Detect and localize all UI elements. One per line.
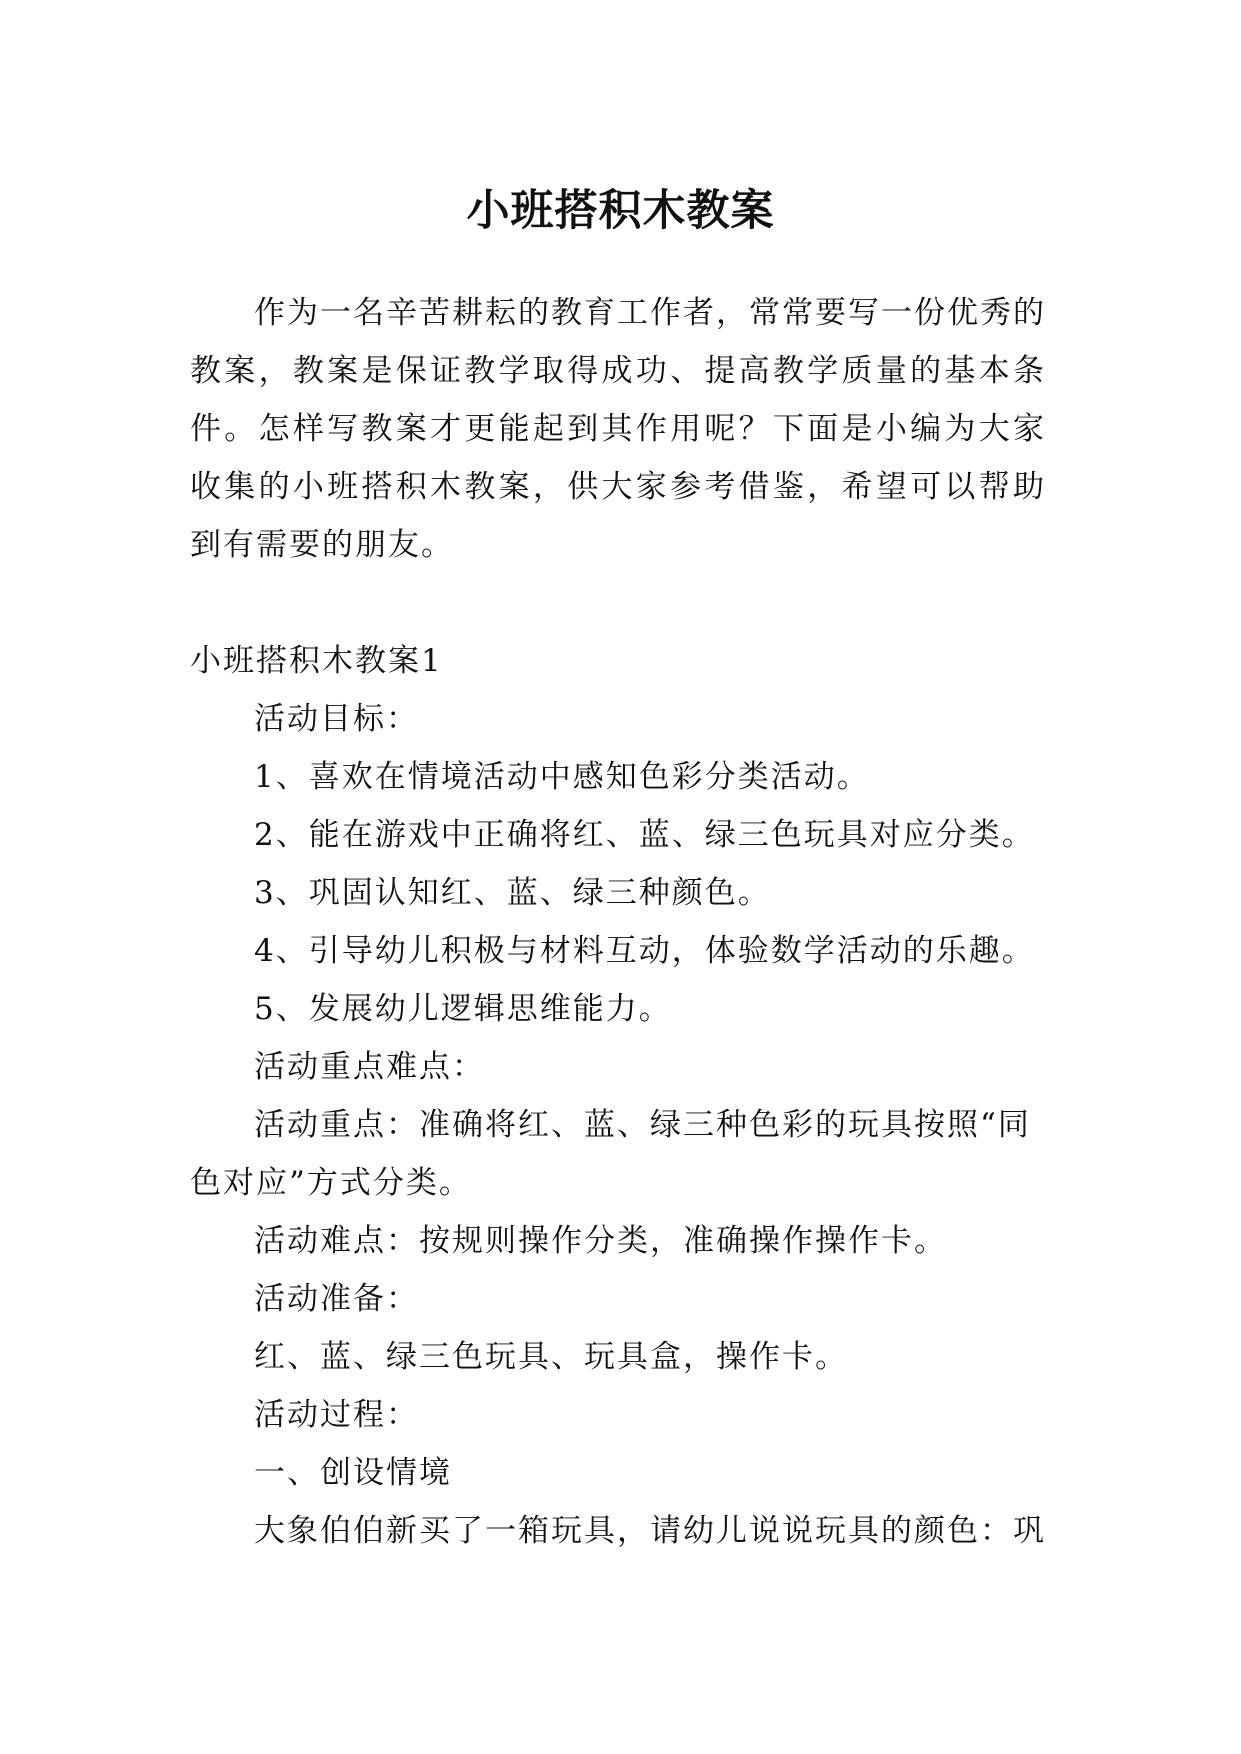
document-body <box>190 284 1046 1560</box>
body-line: 5、发展幼儿逻辑思维能力。 <box>254 991 672 1027</box>
body-line: 一、创设情境 <box>254 1455 452 1491</box>
document-title: 小班搭积木教案 <box>466 185 775 236</box>
body-line: 红、蓝、绿三色玩具、玩具盒，操作卡。 <box>254 1339 848 1375</box>
body-line: 2、能在游戏中正确将红、蓝、绿三色玩具对应分类。 <box>254 817 1035 853</box>
body-line: 1、喜欢在情境活动中感知色彩分类活动。 <box>254 759 870 795</box>
body-line: 活动重点难点： <box>254 1049 485 1085</box>
body-line: 3、巩固认知红、蓝、绿三种颜色。 <box>254 875 771 911</box>
body-line: 活动重点：准确将红、蓝、绿三种色彩的玩具按照“同色对应”方式分类。 <box>190 1107 1031 1201</box>
section-heading: 小班搭积木教案1 <box>190 643 443 679</box>
body-line: 活动目标： <box>254 701 419 737</box>
intro-paragraph: 作为一名辛苦耕耘的教育工作者，常常要写一份优秀的教案，教案是保证教学取得成功、提高教学质量的基本条件。怎样写教案才更能起到其作用呢？下面是小编为大家收集的小班搭积木教案，供大家参考借鉴，希望可以帮助到有需要的朋友。 <box>190 295 1046 563</box>
body-line: 大象伯伯新买了一箱玩具，请幼儿说说玩具的颜色：巩 <box>254 1513 1046 1549</box>
body-line: 活动准备： <box>254 1281 419 1317</box>
body-line: 活动过程： <box>254 1397 419 1433</box>
body-line: 活动难点：按规则操作分类，准确操作操作卡。 <box>254 1223 947 1259</box>
body-line: 4、引导幼儿积极与材料互动，体验数学活动的乐趣。 <box>254 933 1035 969</box>
